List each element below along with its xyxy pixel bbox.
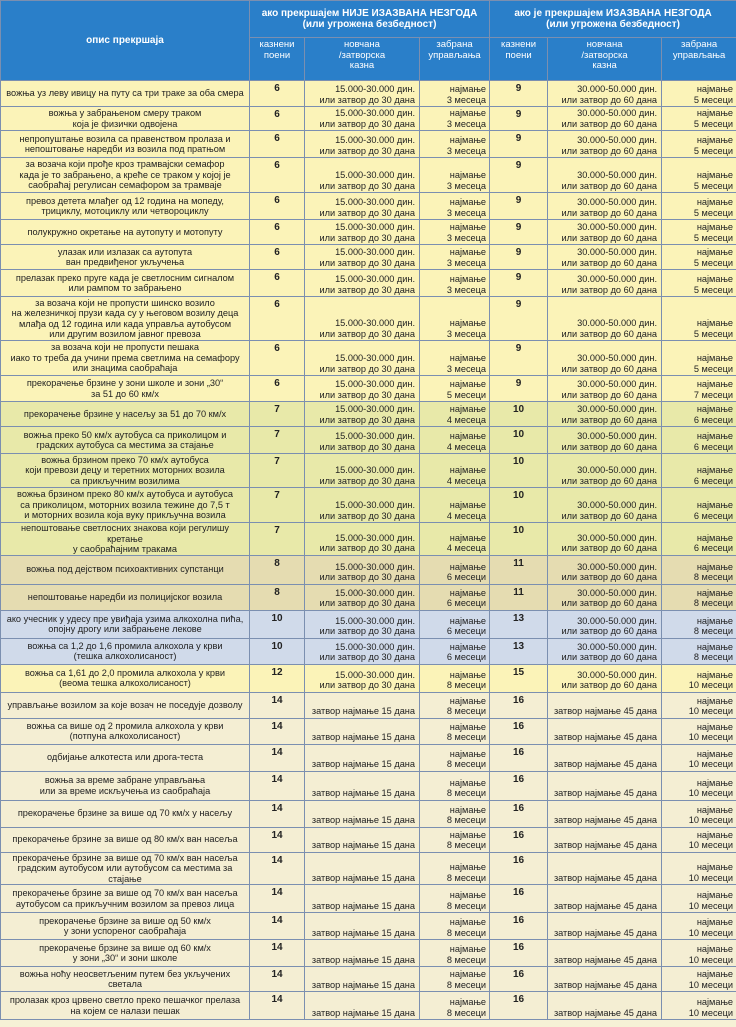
row-description: непоштовање наредби из полицијског возила: [1, 584, 250, 610]
header-group-no-accident: ако прекршајем НИЈЕ ИЗАЗВАНА НЕЗГОДА (или угрожена безбедност): [250, 1, 490, 38]
fine-no-accident: 15.000-30.000 дин. или затвор до 30 дана: [305, 81, 420, 107]
ban-accident: најмање 10 месеци: [662, 664, 736, 692]
header-points-accident: казнени поени: [490, 38, 548, 81]
row-description: пролазак кроз црвено светло преко пешачког прелаза на којем се налази пешак: [1, 992, 250, 1020]
points-no-accident: 14: [250, 885, 305, 913]
ban-no-accident: најмање 8 месеци: [420, 771, 490, 800]
row-description: прекорачење брзине у насељу за 51 до 70 км/х: [1, 402, 250, 427]
fine-accident: 30.000-50.000 дин. или затвор до 60 дана: [548, 158, 662, 193]
ban-no-accident: најмање 4 месеца: [420, 454, 490, 488]
fine-accident: 30.000-50.000 дин. или затвор до 60 дана: [548, 193, 662, 220]
ban-accident: најмање 5 месеци: [662, 81, 736, 107]
fine-no-accident: 15.000-30.000 дин. или затвор до 30 дана: [305, 107, 420, 131]
points-no-accident: 14: [250, 744, 305, 771]
fine-no-accident: затвор најмање 15 дана: [305, 940, 420, 967]
ban-no-accident: најмање 8 месеци: [420, 718, 490, 744]
fine-accident: 30.000-50.000 дин. или затвор до 60 дана: [548, 376, 662, 402]
fine-accident: 30.000-50.000 дин. или затвор до 60 дана: [548, 427, 662, 454]
fine-accident: 30.000-50.000 дин. или затвор до 60 дана: [548, 523, 662, 556]
ban-accident: најмање 8 месеци: [662, 610, 736, 638]
ban-accident: најмање 7 месеци: [662, 376, 736, 402]
ban-accident: најмање 6 месеци: [662, 523, 736, 556]
ban-accident: најмање 10 месеци: [662, 771, 736, 800]
points-accident: 15: [490, 664, 548, 692]
header-points: казнени поени: [250, 38, 305, 81]
table-row: [1, 800, 736, 827]
fine-no-accident: затвор најмање 15 дана: [305, 692, 420, 718]
fine-no-accident: 15.000-30.000 дин. или затвор до 30 дана: [305, 488, 420, 523]
points-accident: 9: [490, 245, 548, 270]
ban-no-accident: најмање 4 месеца: [420, 402, 490, 427]
row-description: прекорачење брзине за више од 50 км/х у зони успореног саобраћаја: [1, 913, 250, 940]
fine-no-accident: затвор најмање 15 дана: [305, 800, 420, 827]
ban-no-accident: најмање 8 месеци: [420, 800, 490, 827]
points-accident: 9: [490, 297, 548, 341]
points-no-accident: 14: [250, 967, 305, 992]
fine-no-accident: 15.000-30.000 дин. или затвор до 30 дана: [305, 270, 420, 297]
ban-accident: најмање 5 месеци: [662, 158, 736, 193]
row-description: непоштовање светлосних знакова који регулишу кретање у саобраћајним тракама: [1, 523, 250, 556]
row-description: прекорачење брзине за више од 60 км/х у зони „30“ и зони школе: [1, 940, 250, 967]
row-description: вожња са 1,61 до 2,0 промила алкохола у крви (веома тешка алкохолисаност): [1, 664, 250, 692]
ban-accident: најмање 10 месеци: [662, 744, 736, 771]
ban-no-accident: најмање 3 месеца: [420, 220, 490, 245]
ban-accident: најмање 10 месеци: [662, 940, 736, 967]
fine-accident: 30.000-50.000 дин. или затвор до 60 дана: [548, 220, 662, 245]
fine-accident: затвор најмање 45 дана: [548, 827, 662, 852]
ban-no-accident: најмање 8 месеци: [420, 967, 490, 992]
fine-no-accident: 15.000-30.000 дин. или затвор до 30 дана: [305, 297, 420, 341]
row-description: вожња уз леву ивицу на путу са три траке за оба смера: [1, 81, 250, 107]
row-description: управљање возилом за које возач не поседује дозволу: [1, 692, 250, 718]
points-accident: 9: [490, 158, 548, 193]
table-row: [1, 718, 736, 744]
points-accident: 9: [490, 376, 548, 402]
fine-accident: затвор најмање 45 дана: [548, 885, 662, 913]
table-row: [1, 610, 736, 638]
header-group-accident: ако је прекршајем ИЗАЗВАНА НЕЗГОДА (или угрожена безбедност): [490, 1, 736, 38]
points-accident: 16: [490, 967, 548, 992]
points-no-accident: 6: [250, 270, 305, 297]
fine-accident: 30.000-50.000 дин. или затвор до 60 дана: [548, 341, 662, 376]
ban-accident: најмање 6 месеци: [662, 402, 736, 427]
fine-no-accident: затвор најмање 15 дана: [305, 852, 420, 885]
row-description: вожња преко 50 км/х аутобуса са приколицом и градских аутобуса са местима за стајање: [1, 427, 250, 454]
fine-no-accident: затвор најмање 15 дана: [305, 771, 420, 800]
points-accident: 16: [490, 718, 548, 744]
fine-no-accident: 15.000-30.000 дин. или затвор до 30 дана: [305, 454, 420, 488]
ban-no-accident: најмање 8 месеци: [420, 992, 490, 1020]
points-no-accident: 6: [250, 220, 305, 245]
ban-no-accident: најмање 3 месеца: [420, 158, 490, 193]
ban-accident: најмање 5 месеци: [662, 131, 736, 158]
ban-no-accident: најмање 3 месеца: [420, 341, 490, 376]
fine-no-accident: 15.000-30.000 дин. или затвор до 30 дана: [305, 610, 420, 638]
table-row: [1, 692, 736, 718]
table-row: [1, 454, 736, 488]
points-accident: 16: [490, 800, 548, 827]
points-accident: 16: [490, 771, 548, 800]
fine-no-accident: 15.000-30.000 дин. или затвор до 30 дана: [305, 584, 420, 610]
header-fine: новчана /затворска казна: [305, 38, 420, 81]
ban-no-accident: најмање 3 месеца: [420, 270, 490, 297]
ban-accident: најмање 10 месеци: [662, 885, 736, 913]
points-accident: 10: [490, 427, 548, 454]
fine-no-accident: 15.000-30.000 дин. или затвор до 30 дана: [305, 220, 420, 245]
table-row: [1, 523, 736, 556]
ban-accident: најмање 8 месеци: [662, 555, 736, 584]
header-fine-accident: новчана /затворска казна: [548, 38, 662, 81]
row-description: непропуштање возила са правенством пролаза и непоштовање наредби из возила под пратњом: [1, 131, 250, 158]
points-no-accident: 6: [250, 341, 305, 376]
fine-accident: 30.000-50.000 дин. или затвор до 60 дана: [548, 610, 662, 638]
fine-accident: 30.000-50.000 дин. или затвор до 60 дана: [548, 664, 662, 692]
table-row: [1, 245, 736, 270]
points-no-accident: 14: [250, 940, 305, 967]
ban-accident: најмање 8 месеци: [662, 584, 736, 610]
table-row: [1, 158, 736, 193]
table-row: [1, 913, 736, 940]
points-accident: 11: [490, 555, 548, 584]
table-row: [1, 402, 736, 427]
ban-no-accident: најмање 3 месеца: [420, 81, 490, 107]
points-no-accident: 7: [250, 523, 305, 556]
row-description: прекорачење брзине у зони школе и зони „30“ за 51 до 60 км/х: [1, 376, 250, 402]
ban-no-accident: најмање 3 месеца: [420, 297, 490, 341]
row-description: за возача који не пропусти пешака иако то треба да учини према светлима на семафору или знацима саобраћаја: [1, 341, 250, 376]
fine-accident: затвор најмање 45 дана: [548, 692, 662, 718]
fine-accident: 30.000-50.000 дин. или затвор до 60 дана: [548, 402, 662, 427]
row-description: вожња ноћу неосветљеним путем без укључених светала: [1, 967, 250, 992]
points-accident: 16: [490, 692, 548, 718]
points-no-accident: 6: [250, 297, 305, 341]
fine-no-accident: 15.000-30.000 дин. или затвор до 30 дана: [305, 664, 420, 692]
row-description: вожња за време забране управљања или за време искључења из саобраћаја: [1, 771, 250, 800]
points-accident: 10: [490, 523, 548, 556]
points-accident: 10: [490, 454, 548, 488]
fine-accident: 30.000-50.000 дин. или затвор до 60 дана: [548, 107, 662, 131]
fine-no-accident: затвор најмање 15 дана: [305, 967, 420, 992]
ban-no-accident: најмање 8 месеци: [420, 940, 490, 967]
points-no-accident: 6: [250, 131, 305, 158]
ban-no-accident: најмање 8 месеци: [420, 885, 490, 913]
fine-accident: затвор најмање 45 дана: [548, 771, 662, 800]
fine-no-accident: 15.000-30.000 дин. или затвор до 30 дана: [305, 638, 420, 664]
fine-accident: затвор најмање 45 дана: [548, 992, 662, 1020]
points-no-accident: 10: [250, 610, 305, 638]
ban-no-accident: најмање 5 месеци: [420, 376, 490, 402]
row-description: вожња у забрањеном смеру траком која је физички одвојена: [1, 107, 250, 131]
row-description: полукружно окретање на аутопуту и мотопуту: [1, 220, 250, 245]
ban-accident: најмање 5 месеци: [662, 245, 736, 270]
points-no-accident: 6: [250, 158, 305, 193]
table-row: [1, 771, 736, 800]
fine-accident: 30.000-50.000 дин. или затвор до 60 дана: [548, 81, 662, 107]
row-description: вожња са 1,2 до 1,6 промила алкохола у крви (тешка алкохолисаност): [1, 638, 250, 664]
row-description: прекорачење брзине за више од 80 км/х ван насеља: [1, 827, 250, 852]
fine-no-accident: затвор најмање 15 дана: [305, 744, 420, 771]
row-description: вожња под дејством психоактивних супстанци: [1, 555, 250, 584]
table-row: [1, 270, 736, 297]
ban-accident: најмање 10 месеци: [662, 800, 736, 827]
ban-accident: најмање 10 месеци: [662, 967, 736, 992]
ban-no-accident: најмање 3 месеца: [420, 107, 490, 131]
table-row: [1, 885, 736, 913]
points-accident: 9: [490, 341, 548, 376]
points-no-accident: 14: [250, 992, 305, 1020]
ban-accident: најмање 10 месеци: [662, 827, 736, 852]
fine-accident: 30.000-50.000 дин. или затвор до 60 дана: [548, 488, 662, 523]
table-row: [1, 852, 736, 885]
points-no-accident: 8: [250, 584, 305, 610]
fine-accident: затвор најмање 45 дана: [548, 967, 662, 992]
fine-no-accident: 15.000-30.000 дин. или затвор до 30 дана: [305, 523, 420, 556]
fine-accident: 30.000-50.000 дин. или затвор до 60 дана: [548, 584, 662, 610]
ban-accident: најмање 10 месеци: [662, 852, 736, 885]
row-description: за возача који прође кроз трамвајски семафор када је то забрањено, а креће се траком у којој је саобраћај регулисан семафором за трамваје: [1, 158, 250, 193]
ban-accident: најмање 5 месеци: [662, 107, 736, 131]
table-row: [1, 992, 736, 1020]
points-no-accident: 14: [250, 852, 305, 885]
ban-accident: најмање 5 месеци: [662, 270, 736, 297]
table-row: [1, 940, 736, 967]
fine-no-accident: 15.000-30.000 дин. или затвор до 30 дана: [305, 427, 420, 454]
ban-accident: најмање 5 месеци: [662, 193, 736, 220]
ban-no-accident: најмање 8 месеци: [420, 852, 490, 885]
points-accident: 9: [490, 131, 548, 158]
fine-accident: затвор најмање 45 дана: [548, 940, 662, 967]
points-accident: 9: [490, 81, 548, 107]
fine-no-accident: затвор најмање 15 дана: [305, 913, 420, 940]
fine-accident: 30.000-50.000 дин. или затвор до 60 дана: [548, 555, 662, 584]
ban-accident: најмање 5 месеци: [662, 297, 736, 341]
table-row: [1, 81, 736, 107]
points-accident: 16: [490, 852, 548, 885]
points-no-accident: 14: [250, 692, 305, 718]
points-accident: 11: [490, 584, 548, 610]
table-row: [1, 584, 736, 610]
points-no-accident: 6: [250, 107, 305, 131]
row-description: прекорачење брзине за више од 70 км/х у насељу: [1, 800, 250, 827]
points-accident: 9: [490, 220, 548, 245]
points-no-accident: 8: [250, 555, 305, 584]
header-description: опис прекршаја: [1, 1, 250, 81]
points-accident: 9: [490, 107, 548, 131]
table-row: [1, 220, 736, 245]
fine-accident: 30.000-50.000 дин. или затвор до 60 дана: [548, 131, 662, 158]
row-description: вожња са више од 2 промила алкохола у крви (потпуна алкохолисаност): [1, 718, 250, 744]
fine-no-accident: затвор најмање 15 дана: [305, 718, 420, 744]
points-no-accident: 14: [250, 771, 305, 800]
fine-no-accident: 15.000-30.000 дин. или затвор до 30 дана: [305, 376, 420, 402]
ban-no-accident: најмање 8 месеци: [420, 692, 490, 718]
points-accident: 16: [490, 913, 548, 940]
fine-no-accident: 15.000-30.000 дин. или затвор до 30 дана: [305, 131, 420, 158]
fine-accident: затвор најмање 45 дана: [548, 718, 662, 744]
fine-accident: 30.000-50.000 дин. или затвор до 60 дана: [548, 245, 662, 270]
row-description: прелазак преко пруге када је светлосним сигналом или рампом то забрањено: [1, 270, 250, 297]
ban-accident: најмање 10 месеци: [662, 692, 736, 718]
ban-accident: најмање 6 месеци: [662, 427, 736, 454]
table-row: [1, 297, 736, 341]
fine-no-accident: 15.000-30.000 дин. или затвор до 30 дана: [305, 402, 420, 427]
points-accident: 16: [490, 744, 548, 771]
fine-accident: 30.000-50.000 дин. или затвор до 60 дана: [548, 297, 662, 341]
points-no-accident: 14: [250, 827, 305, 852]
fine-no-accident: затвор најмање 15 дана: [305, 992, 420, 1020]
ban-no-accident: најмање 8 месеци: [420, 744, 490, 771]
points-accident: 16: [490, 827, 548, 852]
points-no-accident: 7: [250, 402, 305, 427]
fine-accident: затвор најмање 45 дана: [548, 852, 662, 885]
ban-no-accident: најмање 6 месеци: [420, 555, 490, 584]
points-no-accident: 14: [250, 913, 305, 940]
row-description: прекорачење брзине за више од 70 км/х ван насеља градским аутобусом или аутобусом са местима за стајање: [1, 852, 250, 885]
ban-no-accident: најмање 3 месеца: [420, 131, 490, 158]
table-row: [1, 488, 736, 523]
row-description: за возача који не пропусти шинско возило на железничкој прузи када су у његовом возилу деца млађа од 12 година или када управља аутобусом или другим возилом јавног превоза: [1, 297, 250, 341]
points-accident: 16: [490, 940, 548, 967]
ban-no-accident: најмање 4 месеца: [420, 488, 490, 523]
ban-accident: најмање 6 месеци: [662, 488, 736, 523]
ban-no-accident: најмање 8 месеци: [420, 827, 490, 852]
table-row: [1, 555, 736, 584]
points-accident: 9: [490, 193, 548, 220]
row-description: ако учесник у удесу пре увиђаја узима алкохолна пића, опојну дрогу или забрањене лекове: [1, 610, 250, 638]
fine-accident: 30.000-50.000 дин. или затвор до 60 дана: [548, 270, 662, 297]
ban-no-accident: најмање 6 месеци: [420, 610, 490, 638]
row-description: прекорачење брзине за више од 70 км/х ван насеља аутобусом са прикључним возилом за превоз лица: [1, 885, 250, 913]
header-ban: забрана управљања: [420, 38, 490, 81]
table-row: [1, 193, 736, 220]
points-no-accident: 6: [250, 376, 305, 402]
points-no-accident: 7: [250, 454, 305, 488]
ban-accident: најмање 6 месеци: [662, 454, 736, 488]
points-accident: 16: [490, 992, 548, 1020]
table-row: [1, 967, 736, 992]
points-accident: 9: [490, 270, 548, 297]
ban-accident: најмање 5 месеци: [662, 220, 736, 245]
points-no-accident: 12: [250, 664, 305, 692]
ban-accident: најмање 10 месеци: [662, 992, 736, 1020]
table-row: [1, 744, 736, 771]
fine-no-accident: 15.000-30.000 дин. или затвор до 30 дана: [305, 193, 420, 220]
fine-no-accident: 15.000-30.000 дин. или затвор до 30 дана: [305, 341, 420, 376]
fine-accident: затвор најмање 45 дана: [548, 913, 662, 940]
row-description: вожња брзином преко 70 км/х аутобуса који превози децу и теретних моторних возила са прикључним возилима: [1, 454, 250, 488]
table-row: [1, 427, 736, 454]
points-accident: 13: [490, 610, 548, 638]
ban-no-accident: најмање 6 месеци: [420, 584, 490, 610]
points-accident: 10: [490, 488, 548, 523]
points-no-accident: 14: [250, 718, 305, 744]
ban-no-accident: најмање 3 месеца: [420, 245, 490, 270]
table-row: [1, 827, 736, 852]
fine-accident: 30.000-50.000 дин. или затвор до 60 дана: [548, 638, 662, 664]
table-row: [1, 341, 736, 376]
ban-no-accident: најмање 6 месеци: [420, 638, 490, 664]
fine-no-accident: затвор најмање 15 дана: [305, 885, 420, 913]
points-no-accident: 6: [250, 193, 305, 220]
points-accident: 10: [490, 402, 548, 427]
points-accident: 16: [490, 885, 548, 913]
ban-no-accident: најмање 3 месеца: [420, 193, 490, 220]
points-no-accident: 10: [250, 638, 305, 664]
table-row: [1, 131, 736, 158]
points-no-accident: 7: [250, 488, 305, 523]
ban-accident: најмање 8 месеци: [662, 638, 736, 664]
points-no-accident: 14: [250, 800, 305, 827]
fine-no-accident: затвор најмање 15 дана: [305, 827, 420, 852]
fine-accident: затвор најмање 45 дана: [548, 744, 662, 771]
points-accident: 13: [490, 638, 548, 664]
ban-accident: најмање 5 месеци: [662, 341, 736, 376]
points-no-accident: 6: [250, 81, 305, 107]
table-row: [1, 376, 736, 402]
points-no-accident: 7: [250, 427, 305, 454]
ban-no-accident: најмање 4 месеца: [420, 523, 490, 556]
table-row: [1, 638, 736, 664]
ban-no-accident: најмање 4 месеца: [420, 427, 490, 454]
row-description: одбијање алкотеста или дрога-теста: [1, 744, 250, 771]
fine-accident: 30.000-50.000 дин. или затвор до 60 дана: [548, 454, 662, 488]
table-row: [1, 107, 736, 131]
ban-no-accident: најмање 8 месеци: [420, 913, 490, 940]
table-row: [1, 664, 736, 692]
ban-accident: најмање 10 месеци: [662, 718, 736, 744]
row-description: улазак или излазак са аутопута ван предвиђеног укључења: [1, 245, 250, 270]
fine-no-accident: 15.000-30.000 дин. или затвор до 30 дана: [305, 555, 420, 584]
header-ban-accident: забрана управљања: [662, 38, 736, 81]
ban-no-accident: најмање 8 месеци: [420, 664, 490, 692]
ban-accident: најмање 10 месеци: [662, 913, 736, 940]
points-no-accident: 6: [250, 245, 305, 270]
fine-no-accident: 15.000-30.000 дин. или затвор до 30 дана: [305, 158, 420, 193]
fine-accident: затвор најмање 45 дана: [548, 800, 662, 827]
row-description: превоз детета млађег од 12 година на мопеду, трициклу, мотоциклу или четвороциклу: [1, 193, 250, 220]
fine-no-accident: 15.000-30.000 дин. или затвор до 30 дана: [305, 245, 420, 270]
row-description: вожња брзином преко 80 км/х аутобуса и аутобуса са приколицом, моторних возила тежине до 7,5 т и моторних возила која вуку прикључна возила: [1, 488, 250, 523]
